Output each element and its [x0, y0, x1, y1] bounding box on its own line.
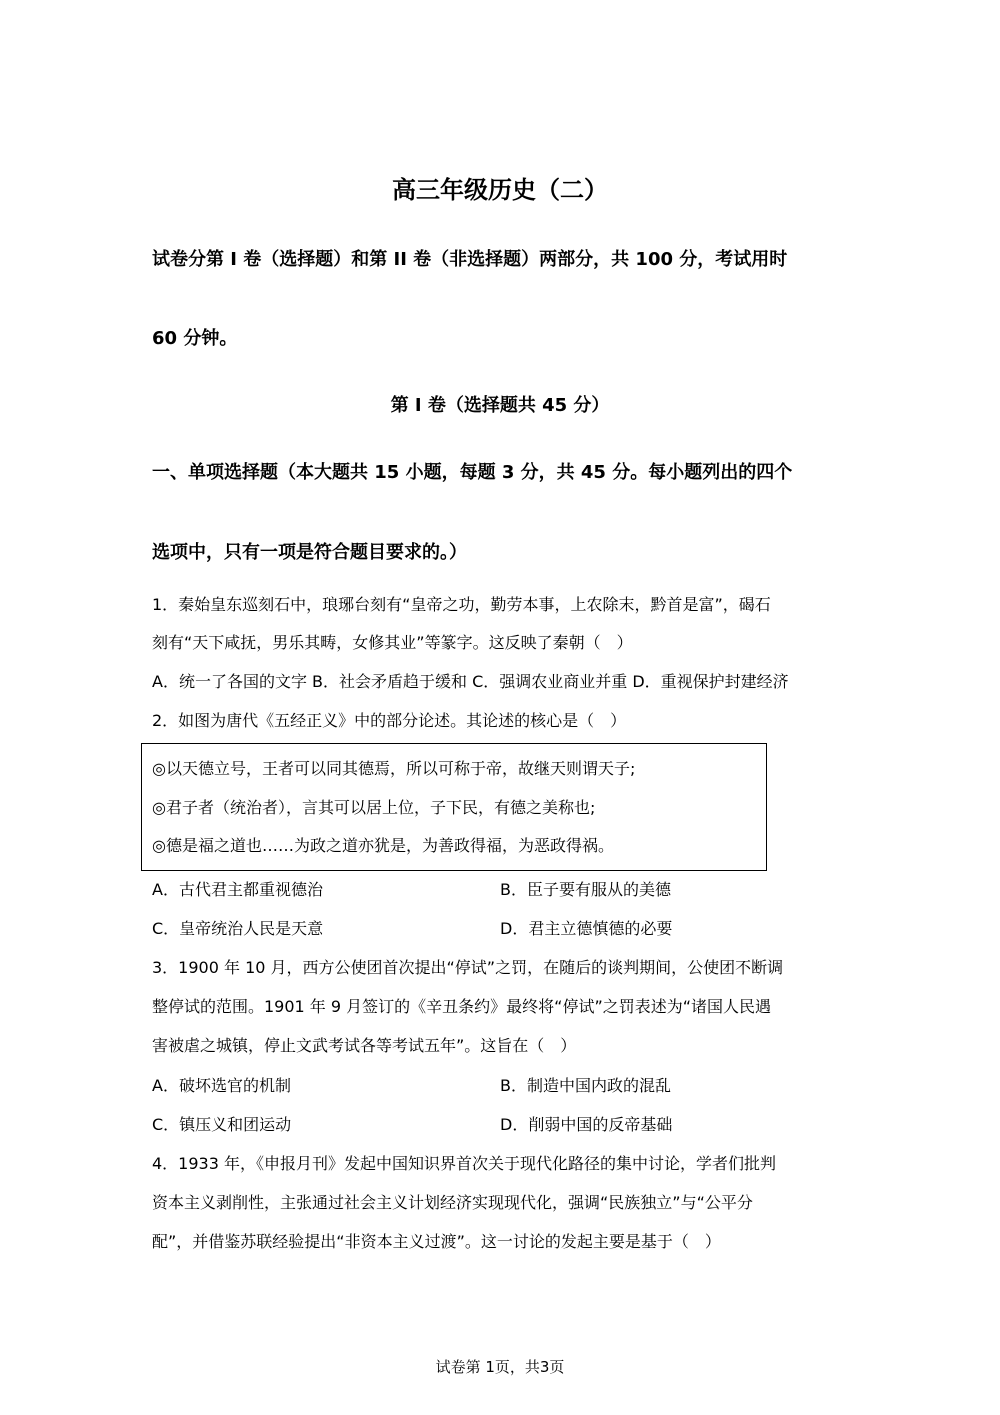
- question-2-option-d: D．君主立德慎德的必要: [500, 919, 673, 938]
- quote-line-1: ◎以天德立号，王者可以同其德焉，所以可称于帝，故继天则谓天子;: [152, 759, 636, 778]
- question-2-option-a: A．古代君主都重视德治: [152, 880, 323, 899]
- question-3-option-d: D．削弱中国的反帝基础: [500, 1115, 673, 1134]
- question-1-line-2: 刻有“天下咸抚，男乐其畴，女修其业”等篆字。这反映了秦朝（ ）: [152, 633, 633, 652]
- question-4-line-3: 配”，并借鉴苏联经验提出“非资本主义过渡”。这一讨论的发起主要是基于（ ）: [152, 1232, 721, 1251]
- question-3-option-a: A．破坏选官的机制: [152, 1076, 291, 1095]
- section-heading: 第 I 卷（选择题共 45 分）: [390, 395, 610, 416]
- quote-line-2: ◎君子者（统治者），言其可以居上位，子下民，有德之美称也;: [152, 798, 596, 817]
- section-instruction-line-1: 一、单项选择题（本大题共 15 小题，每题 3 分，共 45 分。每小题列出的四个: [152, 462, 793, 483]
- question-3-line-2: 整停试的范围。1901 年 9 月签订的《辛丑条约》最终将“停试”之罚表述为“诸国人民遇: [152, 997, 772, 1016]
- page-footer: 试卷第 1页，共3页: [435, 1358, 565, 1376]
- question-3-option-b: B．制造中国内政的混乱: [500, 1076, 671, 1095]
- question-2-quote-box: [141, 743, 767, 871]
- question-4-line-2: 资本主义剥削性，主张通过社会主义计划经济实现现代化，强调“民族独立”与“公平分: [152, 1193, 753, 1212]
- intro-line-2: 60 分钟。: [152, 328, 238, 349]
- question-1-options: A．统一了各国的文字 B．社会矛盾趋于缓和 C．强调农业商业并重 D．重视保护封建经济: [152, 672, 789, 691]
- page-title: 高三年级历史（二）: [392, 176, 608, 204]
- question-1-line-1: 1．秦始皇东巡刻石中，琅琊台刻有“皇帝之功，勤劳本事，上农除末，黔首是富”，碣石: [152, 595, 771, 614]
- question-2-line-1: 2．如图为唐代《五经正义》中的部分论述。其论述的核心是（ ）: [152, 711, 627, 730]
- question-2-option-c: C．皇帝统治人民是天意: [152, 919, 324, 938]
- question-4-line-1: 4．1933 年，《申报月刊》发起中国知识界首次关于现代化路径的集中讨论，学者们批判: [152, 1154, 776, 1173]
- question-3-line-1: 3．1900 年 10 月，西方公使团首次提出“停试”之罚，在随后的谈判期间，公使团不断调: [152, 958, 784, 977]
- intro-line-1: 试卷分第 I 卷（选择题）和第 II 卷（非选择题）两部分，共 100 分，考试用时: [152, 249, 788, 270]
- question-3-line-3: 害被虐之城镇，停止文武考试各等考试五年”。这旨在（ ）: [152, 1036, 577, 1055]
- section-instruction-line-2: 选项中，只有一项是符合题目要求的。）: [152, 542, 467, 563]
- question-3-option-c: C．镇压义和团运动: [152, 1115, 292, 1134]
- quote-line-3: ◎德是福之道也……为政之道亦犹是，为善政得福，为恶政得祸。: [152, 836, 614, 855]
- question-2-option-b: B．臣子要有服从的美德: [500, 880, 671, 899]
